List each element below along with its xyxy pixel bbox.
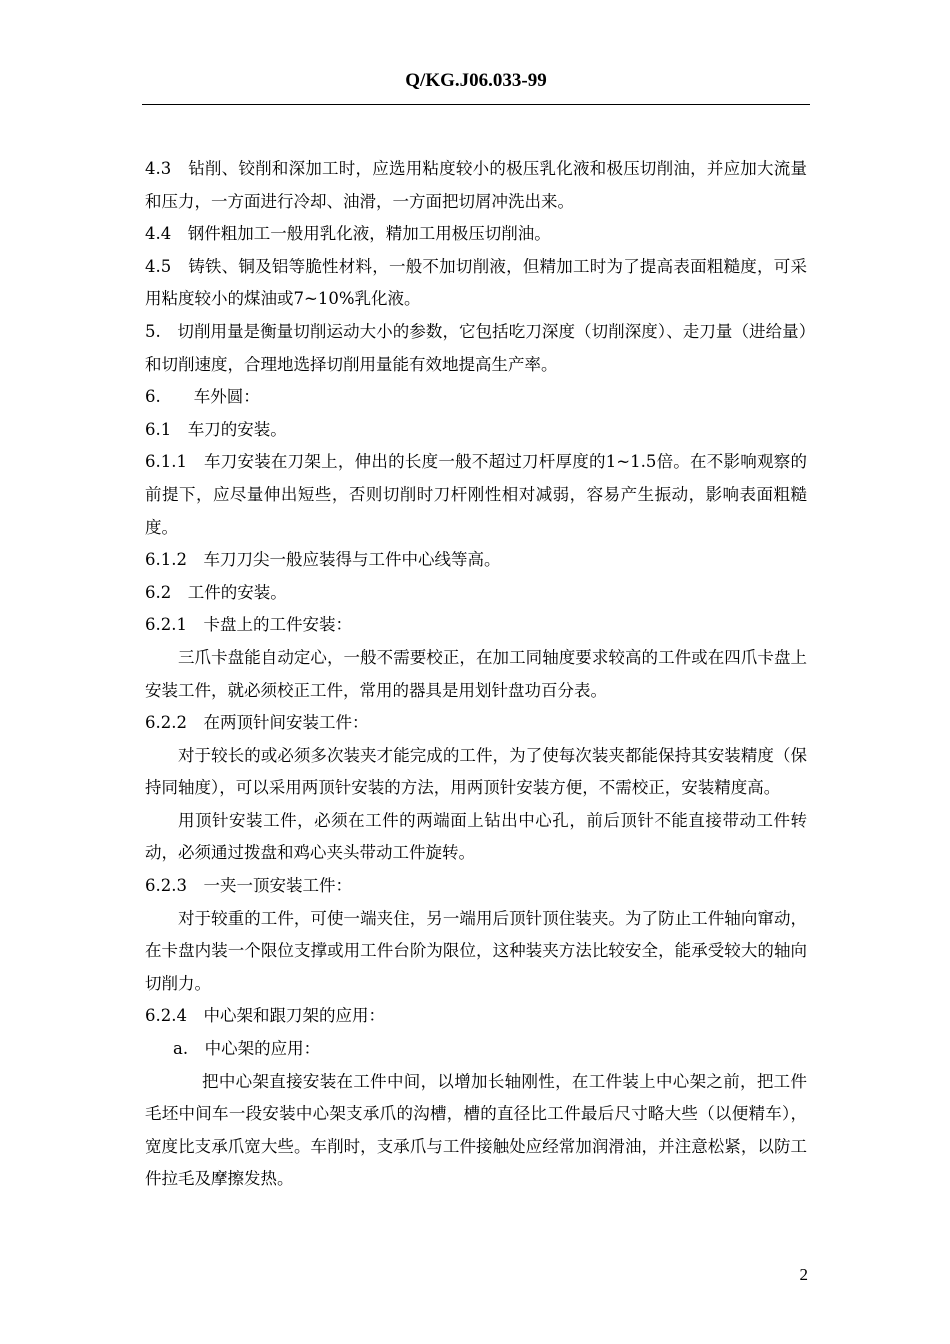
paragraph-a-body: 把中心架直接安装在工件中间，以增加长轴刚性，在工件装上中心架之前，把工件毛坯中间车一段安装中心架支承爪的沟槽，槽的直径比工件最后尺寸略大些（以便精车），宽度比支承爪宽大些。车削时，支承爪与工件接触处应经常加润滑油，并注意松紧，以防工件拉毛及摩擦发热。 [145,1071,807,1189]
paragraph-4-3: 4.3 钻削、铰削和深加工时，应选用粘度较小的极压乳化液和极压切削油，并应加大流量和压力，一方面进行冷却、油滑，一方面把切屑冲洗出来。 [145,159,807,211]
page-number: 2 [799,1265,808,1284]
heading-6-1: 6.1 车刀的安装。 [145,419,287,439]
paragraph-4-4: 4.4 钢件粗加工一般用乳化液，精加工用极压切削油。 [145,224,551,244]
paragraph-4-5: 4.5 铸铁、铜及铝等脆性材料，一般不加切削液，但精加工时为了提高表面粗糙度，可采用粘度较小的煤油或7~10%乳化液。 [145,256,807,309]
paragraph-5: 5. 切削用量是衡量切削运动大小的参数，它包括吃刀深度（切削深度）、走刀量（进给量）和切削速度，合理地选择切削用量能有效地提高生产率。 [145,321,807,374]
paragraph-6-1-2: 6.1.2 车刀刀尖一般应装得与工件中心线等高。 [145,550,501,570]
paragraph-6-2-3-body: 对于较重的工件，可使一端夹住，另一端用后顶针顶住装夹。为了防止工件轴向窜动，在卡盘内装一个限位支撑或用工件台阶为限位，这种装夹方法比较安全，能承受较大的轴向切削力。 [145,908,807,993]
document-code-header: Q/KG.J06.033-99 [405,70,547,91]
paragraph-6-2-2-body-1: 对于较长的或必须多次装夹才能完成的工件，为了使每次装夹都能保持其安装精度（保持同轴度），可以采用两顶针安装的方法，用两顶针安装方便，不需校正，安装精度高。 [145,745,807,798]
heading-6-2-2: 6.2.2 在两顶针间安装工件： [145,713,369,733]
header-rule [142,104,810,105]
heading-6: 6. 车外圆： [145,387,260,407]
heading-6-2-1: 6.2.1 卡盘上的工件安装： [145,615,352,635]
heading-6-2-3: 6.2.3 一夹一顶安装工件： [145,876,352,896]
document-body [145,153,807,1196]
paragraph-6-2-2-body-2: 用顶针安装工件，必须在工件的两端面上钻出中心孔，前后顶针不能直接带动工件转动，必须通过拨盘和鸡心夹头带动工件旋转。 [145,810,807,863]
subheading-a: a. 中心架的应用： [173,1039,321,1059]
heading-6-2: 6.2 工件的安装。 [145,582,287,602]
paragraph-6-2-1-body: 三爪卡盘能自动定心，一般不需要校正，在加工同轴度要求较高的工件或在四爪卡盘上安装工件，就必须校正工件，常用的器具是用划针盘功百分表。 [145,647,807,700]
heading-6-2-4: 6.2.4 中心架和跟刀架的应用： [145,1006,385,1026]
paragraph-6-1-1: 6.1.1 车刀安装在刀架上，伸出的长度一般不超过刀杆厚度的1~1.5倍。在不影响观察的前提下，应尽量伸出短些，否则切削时刀杆刚性相对减弱，容易产生振动，影响表面粗糙度。 [145,452,807,537]
